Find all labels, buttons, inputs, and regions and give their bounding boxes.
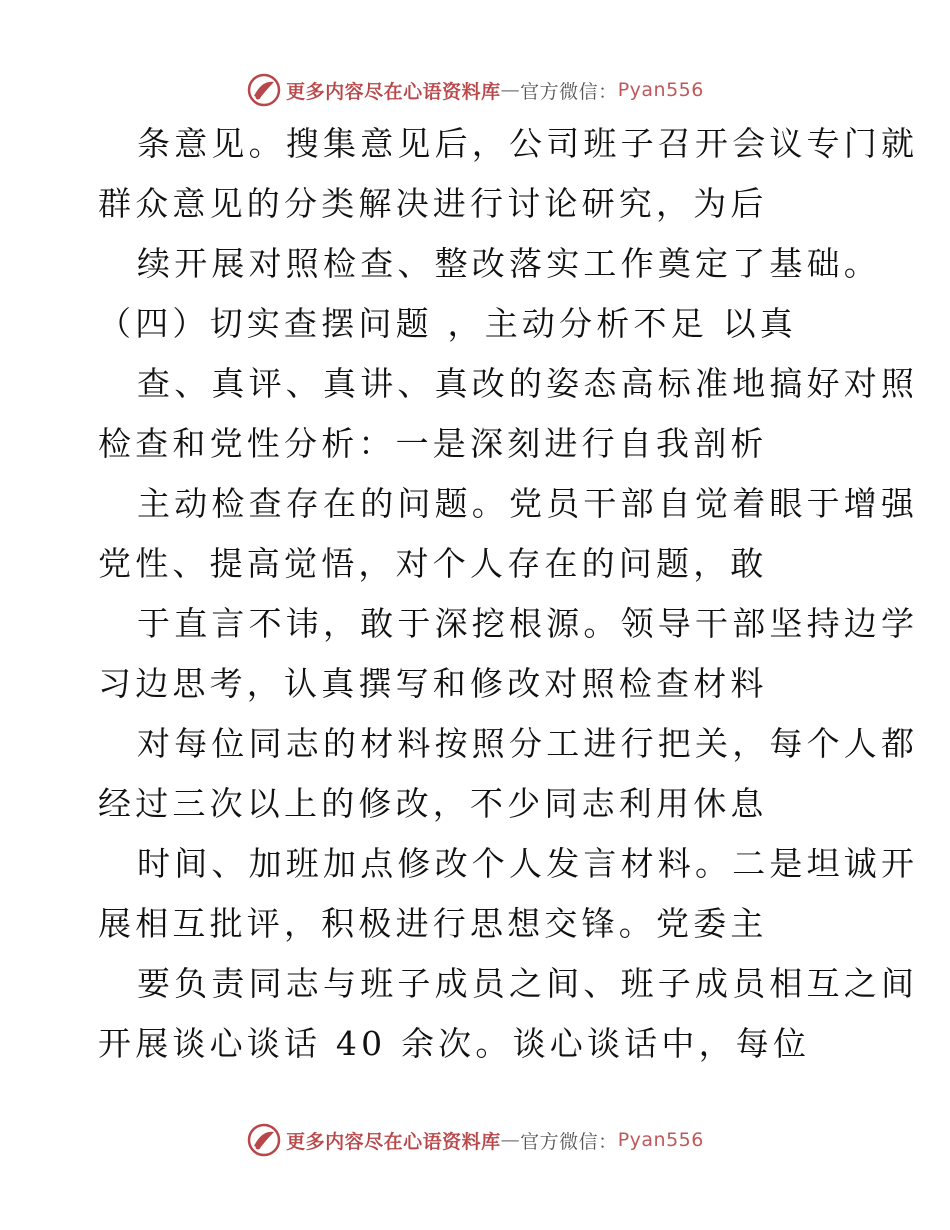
body-line: 党性、提高觉悟，对个人存在的问题，敢 (98, 544, 768, 583)
watermark-wechat-id: Pyan556 (617, 1129, 704, 1151)
section-heading-line: （四）切实查摆问题 ，主动分析不足 以真 (98, 304, 797, 343)
footer-watermark (0, 1120, 950, 1160)
watermark-main-text: 更多内容尽在心语资料库 (286, 1130, 501, 1153)
watermark-label: 官方微信： (520, 80, 618, 103)
body-line: 条意见。搜集意见后，公司班子召开会议专门就 (137, 124, 919, 163)
watermark-wechat-id: Pyan556 (617, 79, 704, 101)
body-line: 群众意见的分类解决进行讨论研究，为后 (98, 184, 768, 223)
body-line: 主动检查存在的问题。党员干部自觉着眼于增强 (137, 484, 919, 523)
body-line: 续开展对照检查、整改落实工作奠定了基础。 (137, 244, 881, 283)
body-line: 对每位同志的材料按照分工进行把关，每个人都 (137, 724, 919, 763)
watermark-dash: — (500, 1129, 521, 1151)
body-line: 要负责同志与班子成员之间、班子成员相互之间 (137, 964, 919, 1003)
seal-logo-icon (246, 1122, 282, 1158)
body-line: 展相互批评，积极进行思想交锋。党委主 (98, 904, 768, 943)
body-line: 于直言不讳，敢于深挖根源。领导干部坚持边学 (137, 604, 919, 643)
seal-logo-icon (246, 72, 282, 108)
body-line: 检查和党性分析：一是深刻进行自我剖析 (98, 424, 768, 463)
body-line: 查、真评、真讲、真改的姿态高标准地搞好对照 (137, 364, 919, 403)
body-line: 时间、加班加点修改个人发言材料。二是坦诚开 (137, 844, 919, 883)
body-line: 开展谈心谈话 40 余次。谈心谈话中，每位 (98, 1024, 811, 1063)
watermark-dash: — (500, 79, 521, 101)
watermark-label: 官方微信： (520, 1130, 618, 1153)
header-watermark (0, 70, 950, 110)
watermark-main-text: 更多内容尽在心语资料库 (286, 80, 501, 103)
body-line: 习边思考，认真撰写和修改对照检查材料 (98, 664, 768, 703)
body-line: 经过三次以上的修改，不少同志利用休息 (98, 784, 768, 823)
